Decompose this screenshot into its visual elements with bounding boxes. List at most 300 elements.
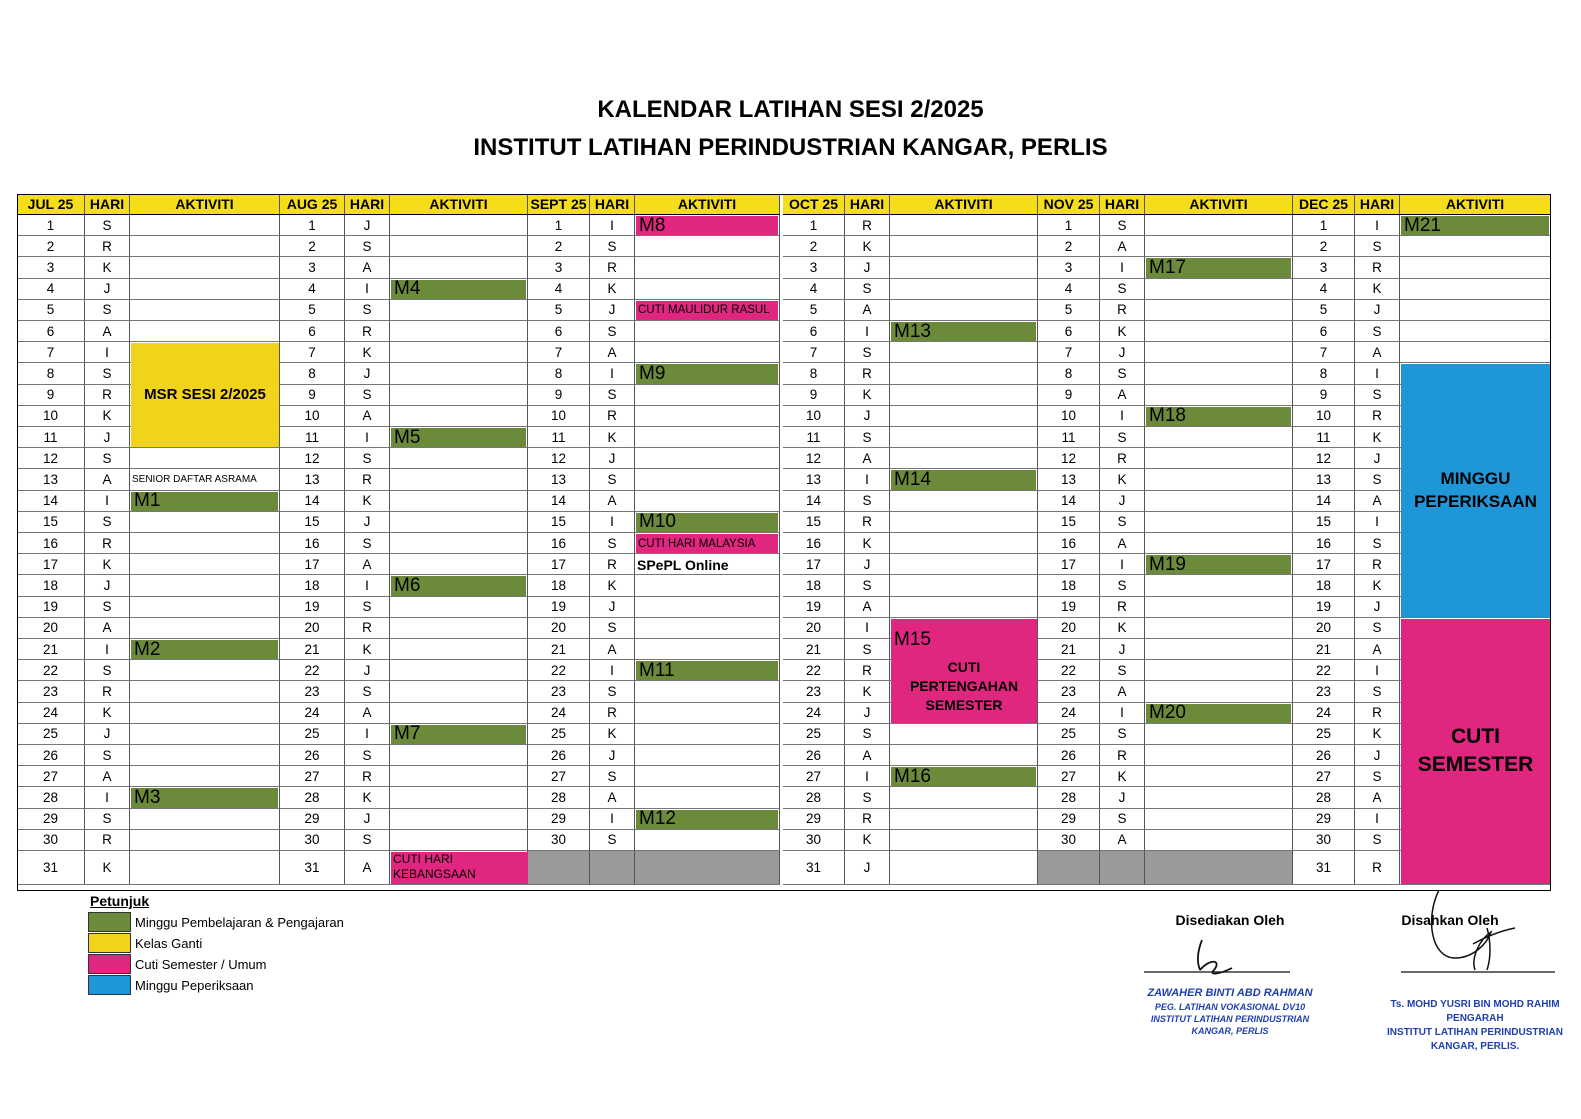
day-number: 25 — [528, 724, 590, 745]
activity-week-label: M6 — [391, 576, 526, 595]
hari-cell: S — [85, 512, 130, 533]
hari-cell: K — [590, 427, 635, 448]
activity-block-line: CUTI — [947, 659, 981, 676]
activity-week-label: M3 — [131, 788, 278, 807]
hari-cell: I — [590, 215, 635, 236]
day-number: 3 — [1038, 257, 1100, 278]
hari-cell: S — [1355, 681, 1400, 702]
day-number: 31 — [17, 851, 85, 885]
hari-cell: S — [345, 448, 390, 469]
hari-cell: I — [845, 469, 890, 490]
activity-week-label: M8 — [636, 216, 778, 235]
hari-cell: R — [85, 681, 130, 702]
hari-cell: S — [590, 766, 635, 787]
hari-cell: S — [85, 597, 130, 618]
hari-cell: S — [845, 787, 890, 808]
hari-cell: R — [345, 618, 390, 639]
day-number: 7 — [528, 342, 590, 363]
day-number: 17 — [17, 554, 85, 575]
hari-cell: S — [590, 681, 635, 702]
day-number: 15 — [1038, 512, 1100, 533]
day-number: 5 — [280, 300, 345, 321]
day-number: 30 — [528, 830, 590, 851]
day-number: 8 — [783, 363, 845, 384]
day-number: 14 — [17, 491, 85, 512]
day-number: 5 — [1293, 300, 1355, 321]
hari-cell: S — [590, 618, 635, 639]
day-number: 18 — [1293, 575, 1355, 596]
hari-cell: I — [1355, 512, 1400, 533]
activity-block-line: M15 — [894, 628, 931, 650]
day-number: 28 — [17, 787, 85, 808]
hari-cell: J — [345, 809, 390, 830]
day-number: 23 — [1038, 681, 1100, 702]
hari-cell: R — [1355, 851, 1400, 885]
hari-cell: I — [1355, 363, 1400, 384]
hari-cell: S — [845, 279, 890, 300]
hari-cell: A — [1100, 533, 1145, 554]
prepared-line-3: KANGAR, PERLIS — [1191, 1026, 1269, 1036]
day-number: 8 — [280, 363, 345, 384]
hari-cell: K — [845, 385, 890, 406]
day-number: 16 — [17, 533, 85, 554]
day-number: 26 — [783, 745, 845, 766]
aktiviti-header: AKTIVITI — [635, 194, 780, 215]
hari-cell: I — [85, 491, 130, 512]
day-number: 19 — [783, 597, 845, 618]
activity-holiday-label: CUTI HARI MALAYSIA — [636, 534, 778, 553]
hari-cell: R — [845, 809, 890, 830]
day-number: 28 — [1038, 787, 1100, 808]
hari-cell: A — [345, 554, 390, 575]
legend-label-pembelajaran: Minggu Pembelajaran & Pengajaran — [135, 915, 344, 930]
hari-header: HARI — [1355, 194, 1400, 215]
hari-cell: I — [345, 427, 390, 448]
activity-week-label: M7 — [391, 725, 526, 744]
hari-cell: R — [590, 406, 635, 427]
day-number: 5 — [783, 300, 845, 321]
activity-week-label: M20 — [1146, 704, 1291, 723]
day-number: 12 — [1293, 448, 1355, 469]
day-number: 12 — [528, 448, 590, 469]
day-number: 13 — [783, 469, 845, 490]
hari-cell: K — [85, 406, 130, 427]
day-number: 11 — [1038, 427, 1100, 448]
day-number: 23 — [17, 681, 85, 702]
day-number: 16 — [783, 533, 845, 554]
hari-cell: K — [845, 533, 890, 554]
day-number: 19 — [280, 597, 345, 618]
day-number: 6 — [280, 321, 345, 342]
hari-cell: R — [845, 512, 890, 533]
day-number: 24 — [1038, 703, 1100, 724]
hari-cell: R — [1100, 448, 1145, 469]
hari-cell: K — [590, 724, 635, 745]
hari-cell: I — [345, 279, 390, 300]
day-number: 24 — [17, 703, 85, 724]
hari-cell: S — [1355, 766, 1400, 787]
day-number: 27 — [17, 766, 85, 787]
day-number: 9 — [17, 385, 85, 406]
day-number: 26 — [528, 745, 590, 766]
hari-cell: A — [590, 491, 635, 512]
hari-cell: A — [345, 851, 390, 885]
hari-header: HARI — [590, 194, 635, 215]
day-number: 7 — [1293, 342, 1355, 363]
hari-cell: A — [1100, 681, 1145, 702]
hari-cell: S — [845, 575, 890, 596]
activity-week-label: M9 — [636, 364, 778, 383]
hari-cell: K — [1355, 724, 1400, 745]
day-number: 22 — [528, 660, 590, 681]
hari-cell: S — [590, 385, 635, 406]
hari-cell: J — [1355, 300, 1400, 321]
day-number: 11 — [17, 427, 85, 448]
hari-cell: I — [590, 512, 635, 533]
day-number: 28 — [528, 787, 590, 808]
hari-cell: I — [345, 724, 390, 745]
hari-cell: J — [85, 279, 130, 300]
hari-cell: K — [345, 639, 390, 660]
hari-cell: S — [1100, 809, 1145, 830]
day-number: 5 — [17, 300, 85, 321]
day-number: 17 — [280, 554, 345, 575]
hari-cell: I — [345, 575, 390, 596]
day-number: 15 — [17, 512, 85, 533]
day-number: 25 — [17, 724, 85, 745]
day-number: 5 — [1038, 300, 1100, 321]
day-number: 7 — [17, 342, 85, 363]
day-number: 29 — [528, 809, 590, 830]
hari-cell: A — [845, 300, 890, 321]
hari-cell: J — [345, 512, 390, 533]
aktiviti-header: AKTIVITI — [1400, 194, 1551, 215]
hari-cell: I — [1355, 809, 1400, 830]
day-number: 29 — [783, 809, 845, 830]
day-number: 20 — [783, 618, 845, 639]
day-number: 8 — [1293, 363, 1355, 384]
day-number: 11 — [1293, 427, 1355, 448]
day-number: 18 — [783, 575, 845, 596]
hari-cell: K — [85, 554, 130, 575]
hari-cell: J — [85, 427, 130, 448]
day-number: 16 — [280, 533, 345, 554]
hari-cell: S — [1355, 830, 1400, 851]
hari-cell: R — [345, 321, 390, 342]
activity-week-label: M10 — [636, 513, 778, 532]
approved-line-3: KANGAR, PERLIS. — [1430, 1041, 1520, 1052]
activity-block-line: PERTENGAHAN — [909, 678, 1019, 695]
hari-cell: S — [1100, 512, 1145, 533]
day-number: 20 — [1293, 618, 1355, 639]
hari-cell: J — [85, 724, 130, 745]
hari-cell: R — [1355, 703, 1400, 724]
hari-cell: R — [845, 215, 890, 236]
hari-cell: J — [590, 597, 635, 618]
hari-cell: J — [1100, 639, 1145, 660]
hari-cell: J — [590, 300, 635, 321]
hari-cell: S — [845, 724, 890, 745]
hari-cell: K — [845, 236, 890, 257]
day-number: 24 — [280, 703, 345, 724]
day-number: 1 — [17, 215, 85, 236]
hari-cell: S — [845, 342, 890, 363]
day-number: 1 — [280, 215, 345, 236]
day-number: 10 — [783, 406, 845, 427]
hari-cell: K — [590, 279, 635, 300]
activity-block-line: SEMESTER — [925, 697, 1003, 714]
hari-cell: R — [590, 703, 635, 724]
day-number: 13 — [1038, 469, 1100, 490]
hari-cell: A — [590, 342, 635, 363]
day-number: 18 — [1038, 575, 1100, 596]
day-number: 21 — [528, 639, 590, 660]
day-number: 20 — [1038, 618, 1100, 639]
hari-cell: S — [1355, 321, 1400, 342]
day-number: 7 — [280, 342, 345, 363]
day-number: 22 — [280, 660, 345, 681]
day-number: 3 — [280, 257, 345, 278]
hari-cell: S — [845, 491, 890, 512]
month-header: AUG 25 — [280, 194, 345, 215]
day-number: 16 — [528, 533, 590, 554]
hari-cell: J — [85, 575, 130, 596]
hari-cell: K — [85, 257, 130, 278]
hari-cell: J — [845, 406, 890, 427]
day-number: 2 — [528, 236, 590, 257]
day-number: 2 — [280, 236, 345, 257]
hari-cell: I — [1100, 406, 1145, 427]
day-number: 11 — [280, 427, 345, 448]
day-number: 13 — [1293, 469, 1355, 490]
day-number: 2 — [1038, 236, 1100, 257]
day-number: 21 — [1038, 639, 1100, 660]
day-number: 29 — [1038, 809, 1100, 830]
hari-cell: S — [345, 597, 390, 618]
prepared-line-1: PEG. LATIHAN VOKASIONAL DV10 — [1154, 1002, 1306, 1012]
legend-swatch-cuti — [88, 954, 131, 974]
hari-cell: R — [345, 469, 390, 490]
hari-cell: K — [1100, 618, 1145, 639]
hari-cell: I — [85, 342, 130, 363]
hari-cell: I — [845, 321, 890, 342]
day-number: 11 — [783, 427, 845, 448]
day-number: 6 — [1038, 321, 1100, 342]
day-number: 14 — [528, 491, 590, 512]
day-number: 15 — [1293, 512, 1355, 533]
hari-cell: S — [345, 830, 390, 851]
hari-cell: I — [1100, 257, 1145, 278]
day-number: 27 — [1293, 766, 1355, 787]
hari-cell: R — [85, 236, 130, 257]
hari-cell: I — [845, 618, 890, 639]
hari-cell: S — [590, 469, 635, 490]
prepared-heading: Disediakan Oleh — [1175, 912, 1285, 928]
day-number: 4 — [280, 279, 345, 300]
hari-cell: R — [1100, 597, 1145, 618]
month-header: OCT 25 — [783, 194, 845, 215]
activity-block-line: MINGGU — [1440, 468, 1511, 488]
activity-week-label: M16 — [891, 767, 1036, 786]
day-number: 23 — [1293, 681, 1355, 702]
day-number: 26 — [17, 745, 85, 766]
hari-cell: S — [1355, 533, 1400, 554]
day-number: 30 — [17, 830, 85, 851]
hari-cell: S — [1100, 279, 1145, 300]
day-number: 29 — [280, 809, 345, 830]
aktiviti-header: AKTIVITI — [890, 194, 1038, 215]
hari-cell: S — [85, 809, 130, 830]
hari-cell: A — [845, 745, 890, 766]
hari-cell: K — [1355, 279, 1400, 300]
day-number: 13 — [280, 469, 345, 490]
hari-cell: A — [85, 618, 130, 639]
hari-cell: A — [85, 766, 130, 787]
approved-name: Ts. MOHD YUSRI BIN MOHD RAHIM — [1390, 999, 1560, 1010]
day-number: 1 — [1293, 215, 1355, 236]
hari-cell: R — [85, 385, 130, 406]
day-number: 19 — [528, 597, 590, 618]
prepared-signature — [1140, 930, 1310, 978]
hari-cell: I — [1355, 660, 1400, 681]
day-number: 16 — [1293, 533, 1355, 554]
day-number: 25 — [280, 724, 345, 745]
hari-cell: A — [345, 406, 390, 427]
activity-note-label: SPePL Online — [637, 556, 729, 573]
hari-cell: I — [590, 363, 635, 384]
hari-header: HARI — [85, 194, 130, 215]
day-number: 28 — [783, 787, 845, 808]
hari-cell: A — [1355, 787, 1400, 808]
hari-cell: S — [85, 448, 130, 469]
hari-cell: J — [345, 215, 390, 236]
hari-cell: S — [590, 321, 635, 342]
hari-cell: R — [1355, 554, 1400, 575]
day-number: 17 — [1293, 554, 1355, 575]
day-number: 27 — [1038, 766, 1100, 787]
hari-cell: S — [85, 745, 130, 766]
legend-swatch-pembelajaran — [88, 912, 131, 932]
day-number: 12 — [1038, 448, 1100, 469]
day-number: 18 — [17, 575, 85, 596]
day-number: 20 — [280, 618, 345, 639]
day-number: 22 — [783, 660, 845, 681]
activity-week-label: M11 — [636, 661, 778, 680]
legend-swatch-peperiksaan — [88, 975, 131, 995]
day-number: 21 — [1293, 639, 1355, 660]
calendar-frame — [17, 194, 1551, 891]
hari-cell: I — [85, 639, 130, 660]
aktiviti-header: AKTIVITI — [390, 194, 528, 215]
hari-cell: A — [1355, 342, 1400, 363]
day-number: 17 — [528, 554, 590, 575]
hari-cell: R — [85, 533, 130, 554]
day-number: 4 — [17, 279, 85, 300]
hari-header: HARI — [1100, 194, 1145, 215]
hari-cell: I — [1100, 554, 1145, 575]
day-number: 20 — [528, 618, 590, 639]
activity-holiday-label: CUTI HARI KEBANGSAAN — [391, 852, 528, 884]
hari-cell: J — [845, 554, 890, 575]
hari-cell: R — [345, 766, 390, 787]
day-number: 6 — [17, 321, 85, 342]
legend-label-cuti: Cuti Semester / Umum — [135, 957, 267, 972]
day-number: 9 — [783, 385, 845, 406]
hari-cell: A — [1100, 385, 1145, 406]
day-number: 3 — [1293, 257, 1355, 278]
hari-cell: S — [845, 427, 890, 448]
activity-week-label: M12 — [636, 810, 778, 829]
legend-swatch-kelas-ganti — [88, 933, 131, 953]
day-number: 4 — [528, 279, 590, 300]
day-number: 7 — [783, 342, 845, 363]
hari-cell: K — [85, 703, 130, 724]
hari-cell: S — [1355, 618, 1400, 639]
day-number: 29 — [17, 809, 85, 830]
day-number: 1 — [528, 215, 590, 236]
hari-cell: A — [845, 448, 890, 469]
hari-cell: J — [1100, 491, 1145, 512]
activity-week-label: M1 — [131, 492, 278, 511]
hari-cell: R — [1355, 257, 1400, 278]
day-number: 18 — [528, 575, 590, 596]
approved-signature — [1395, 888, 1560, 978]
hari-cell: S — [1100, 215, 1145, 236]
hari-cell: K — [590, 575, 635, 596]
day-number: 29 — [1293, 809, 1355, 830]
day-number: 1 — [783, 215, 845, 236]
day-number: 10 — [1293, 406, 1355, 427]
day-number: 2 — [783, 236, 845, 257]
hari-cell: R — [1100, 745, 1145, 766]
hari-cell: S — [590, 830, 635, 851]
day-number: 8 — [17, 363, 85, 384]
day-number: 21 — [17, 639, 85, 660]
hari-cell: K — [345, 342, 390, 363]
day-number: 30 — [783, 830, 845, 851]
month-header: DEC 25 — [1293, 194, 1355, 215]
hari-cell: S — [1355, 469, 1400, 490]
activity-week-label: M13 — [891, 322, 1036, 341]
hari-cell: A — [345, 703, 390, 724]
hari-cell: S — [345, 681, 390, 702]
hari-cell: S — [1355, 236, 1400, 257]
day-number: 28 — [280, 787, 345, 808]
hari-cell: R — [845, 660, 890, 681]
hari-cell: A — [345, 257, 390, 278]
hari-cell: A — [1355, 639, 1400, 660]
hari-cell: K — [85, 851, 130, 885]
day-number: 8 — [528, 363, 590, 384]
approved-line-1: PENGARAH — [1446, 1013, 1504, 1024]
hari-cell: S — [85, 215, 130, 236]
prepared-line-2: INSTITUT LATIHAN PERINDUSTRIAN — [1150, 1014, 1310, 1024]
day-number: 4 — [1293, 279, 1355, 300]
hari-cell: J — [845, 703, 890, 724]
day-number: 9 — [528, 385, 590, 406]
day-number: 10 — [528, 406, 590, 427]
day-number: 28 — [1293, 787, 1355, 808]
day-number: 8 — [1038, 363, 1100, 384]
hari-cell: A — [1355, 491, 1400, 512]
day-number: 17 — [1038, 554, 1100, 575]
day-number: 3 — [783, 257, 845, 278]
hari-cell: J — [1355, 745, 1400, 766]
hari-header: HARI — [345, 194, 390, 215]
hari-cell: J — [1355, 448, 1400, 469]
hari-cell: I — [1100, 703, 1145, 724]
hari-cell: K — [845, 830, 890, 851]
